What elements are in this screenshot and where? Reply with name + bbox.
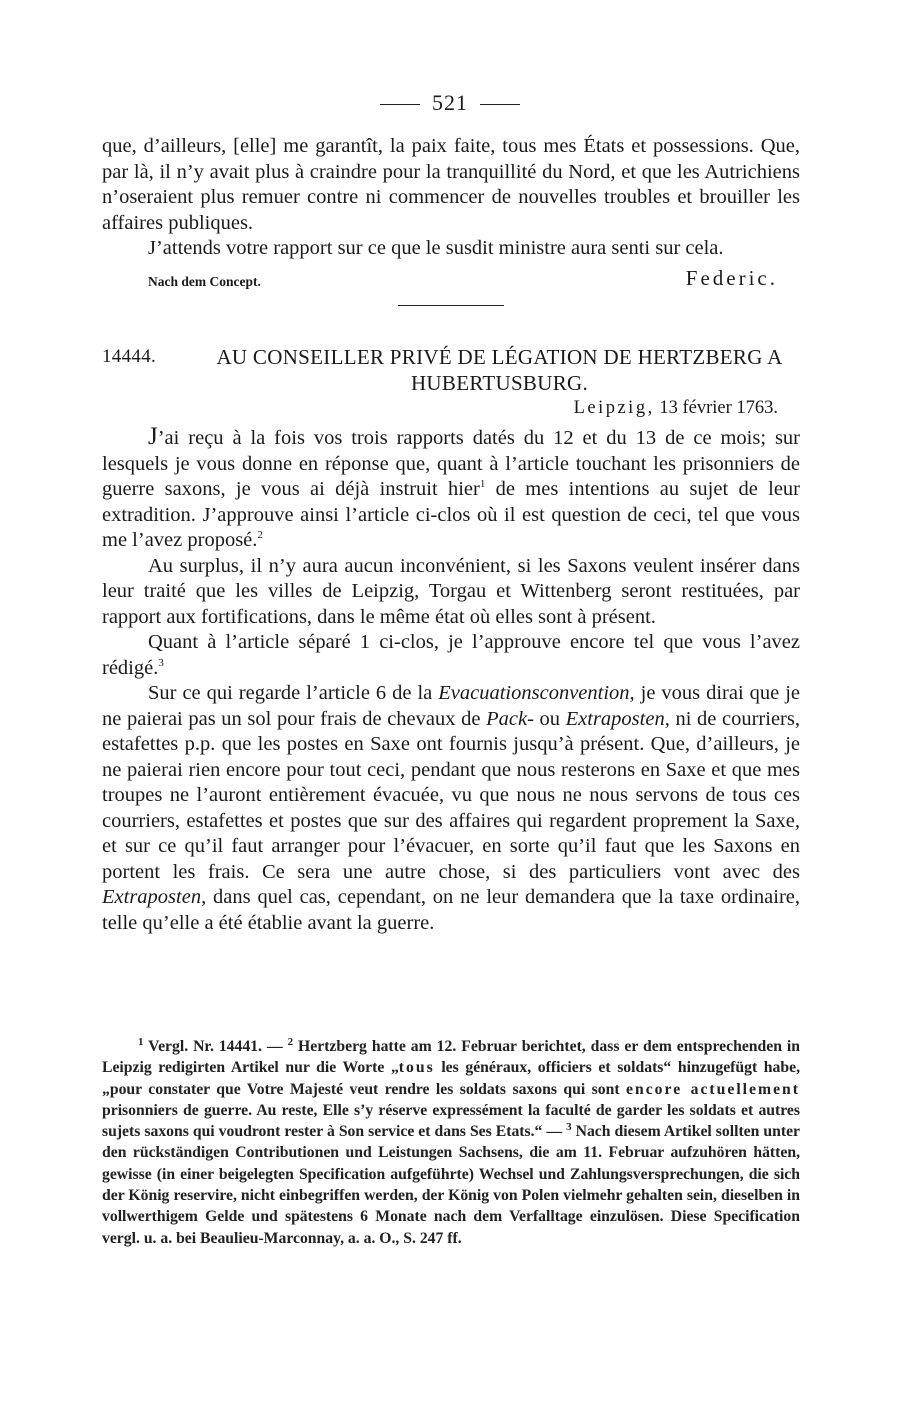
- section-divider: [398, 305, 504, 306]
- letter-paragraph-3-text: Quant à l’article séparé 1 ci-clos, je l’approuve encore tel que vous l’avez rédigé.: [102, 631, 800, 679]
- letter-paragraph-4: [102, 681, 800, 936]
- letter-paragraph-4-text-b: je vous dirai que je ne paierai pas un sol pour frais de chevaux de: [102, 682, 801, 730]
- page-number: 521: [432, 90, 468, 115]
- italic-evacuationsconvention: Evacuationsconvention,: [438, 682, 635, 704]
- footnotes: [102, 1036, 800, 1249]
- letter-heading: [102, 344, 802, 396]
- source-note: Nach dem Concept.: [148, 274, 261, 289]
- footnote-1-text: Vergl. Nr. 14441. —: [143, 1038, 288, 1055]
- letter-paragraph-4-text-d: ni de courriers, estafettes p.p. que les postes en Saxe ont fournis jusqu’à présent. Que, d’ailleurs, je ne paierai rien encore pour tout ceci, pendant que nous resterons en Saxe et que mes troupes ne l’auront entièrement évacuée, vu que nous ne nous servons de tous ces courriers, estafettes et postes que sur des affaires qui regardent proprement la Saxe, et sur ce qu’il faut arranger pour l’évacuer, en sorte qu’il faut que les Saxons en portent les frais. Ce sera une autre chose, si des particuliers vont avec des: [102, 707, 800, 883]
- previous-letter-paragraph-1: que, d’ailleurs, [elle] me garantît, la paix faite, tous mes États et possessions. Que, par là, il n’y avait plus à craindre pour la tranquillité du Nord, et que les Autrichiens n’oseraient plus remuer contre ni commencer de nouvelles troubles et brouiller les affaires publiques.: [102, 135, 800, 234]
- letter-title: AU CONSEILLER PRIVÉ DE LÉGATION DE HERTZBERG A HUBERTUSBURG.: [216, 345, 783, 395]
- letter-paragraph-3: [102, 630, 800, 681]
- letter-paragraph-1-text-a: ’ai reçu à la fois vos trois rapports datés du 12 et du 13 de ce mois; sur lesquels je vous donne en réponse que, quant à l’article touchant les prisonniers de guerre saxons, je vous ai déjà instruit hier: [102, 427, 800, 500]
- italic-pack: Pack-: [486, 707, 534, 730]
- page-number-dash-left: [380, 104, 420, 105]
- initial-letter: J: [148, 423, 158, 450]
- letter-paragraph-1-text-b: de mes intentions au sujet de leur extradition. J’approuve ainsi l’article ci-clos où il est question de ceci, tel que vous me l’avez proposé.: [102, 478, 800, 551]
- letter-paragraph-2: Au surplus, il n’y aura aucun inconvénient, si les Saxons veulent insérer dans leur traité que les villes de Leipzig, Torgau et Wittenberg seront restituées, par rapport aux fortifications, dans le même état où elles sont à présent.: [102, 554, 800, 628]
- previous-letter-paragraph-2: J’attends votre rapport sur ce que le susdit ministre aura senti sur cela.: [148, 237, 724, 259]
- footnote-ref-3: 3: [158, 656, 164, 669]
- footnote-ref-1: 1: [479, 478, 486, 491]
- letter-paragraph-4-text-e: dans quel cas, cependant, on ne leur demandera que la taxe ordinaire, telle qu’elle a été établie avant la guerre.: [102, 886, 800, 934]
- page-number-line: [0, 90, 900, 116]
- letter-paragraph-1: [102, 424, 800, 554]
- previous-letter-ending: [102, 134, 800, 262]
- footnote-mark-2: 2: [287, 1035, 294, 1048]
- dateline: [574, 398, 778, 419]
- signature-row: [148, 266, 778, 292]
- letter-paragraph-4-text-c: ou: [533, 707, 566, 730]
- footnote-2-spaced-2: encore actuellement: [626, 1080, 800, 1098]
- page-number-dash-right: [480, 104, 520, 105]
- letter-number: 14444.: [102, 346, 157, 367]
- letter-body: [102, 424, 800, 936]
- footnote-mark-1: 1: [138, 1035, 144, 1048]
- dateline-date: 13 février 1763.: [659, 398, 778, 418]
- signature: Federic.: [685, 266, 778, 290]
- footnote-ref-2: 2: [257, 529, 263, 542]
- footnote-mark-3: 3: [566, 1120, 572, 1133]
- footnote-block: [102, 1036, 800, 1249]
- footnote-2-text-b: les généraux, officiers et soldats“ hinzugefügt habe, „pour constater que Votre Majesté veut rendre les soldats saxons qui sont: [102, 1059, 800, 1098]
- italic-extraposten-1: Extraposten,: [565, 707, 670, 730]
- italic-extraposten-2: Extraposten,: [102, 886, 207, 908]
- letter-paragraph-4-text-a: Sur ce qui regarde l’article 6 de la: [148, 682, 439, 704]
- footnote-2-text-c: prisonniers de guerre. Au reste, Elle s’y réserve expressément la faculté de garder les soldats et autres sujets saxons qui voudront rester à Son service et dans Ses Etats.“ —: [102, 1101, 800, 1141]
- footnote-2-text-a: Hertzberg hatte am 12. Februar berichtet, dass er dem entsprechenden in Leipzig redigirten Artikel nur die Worte „: [102, 1038, 800, 1077]
- footnote-3-text: Nach diesem Artikel sollten unter den rückständigen Contributionen und Leistungen Sachsens, die am 11. Februar aufzuhören hätten, gewisse (in einer beigelegten Specification aufgeführte) Wechsel und Zahlungsversprechungen, die sich der König reservire, nicht einbegriffen werden, der König von Polen vielmehr gehalten sein, dieselben in vollwerthigem Gelde und spätestens 6 Monate nach dem Verfalltage einzulösen. Diese Specification vergl. u. a. bei Beaulieu-Marconnay, a. a. O., S. 247 ff.: [102, 1123, 800, 1247]
- dateline-place: Leipzig,: [573, 398, 655, 418]
- footnote-2-spaced-1: tous: [398, 1059, 435, 1077]
